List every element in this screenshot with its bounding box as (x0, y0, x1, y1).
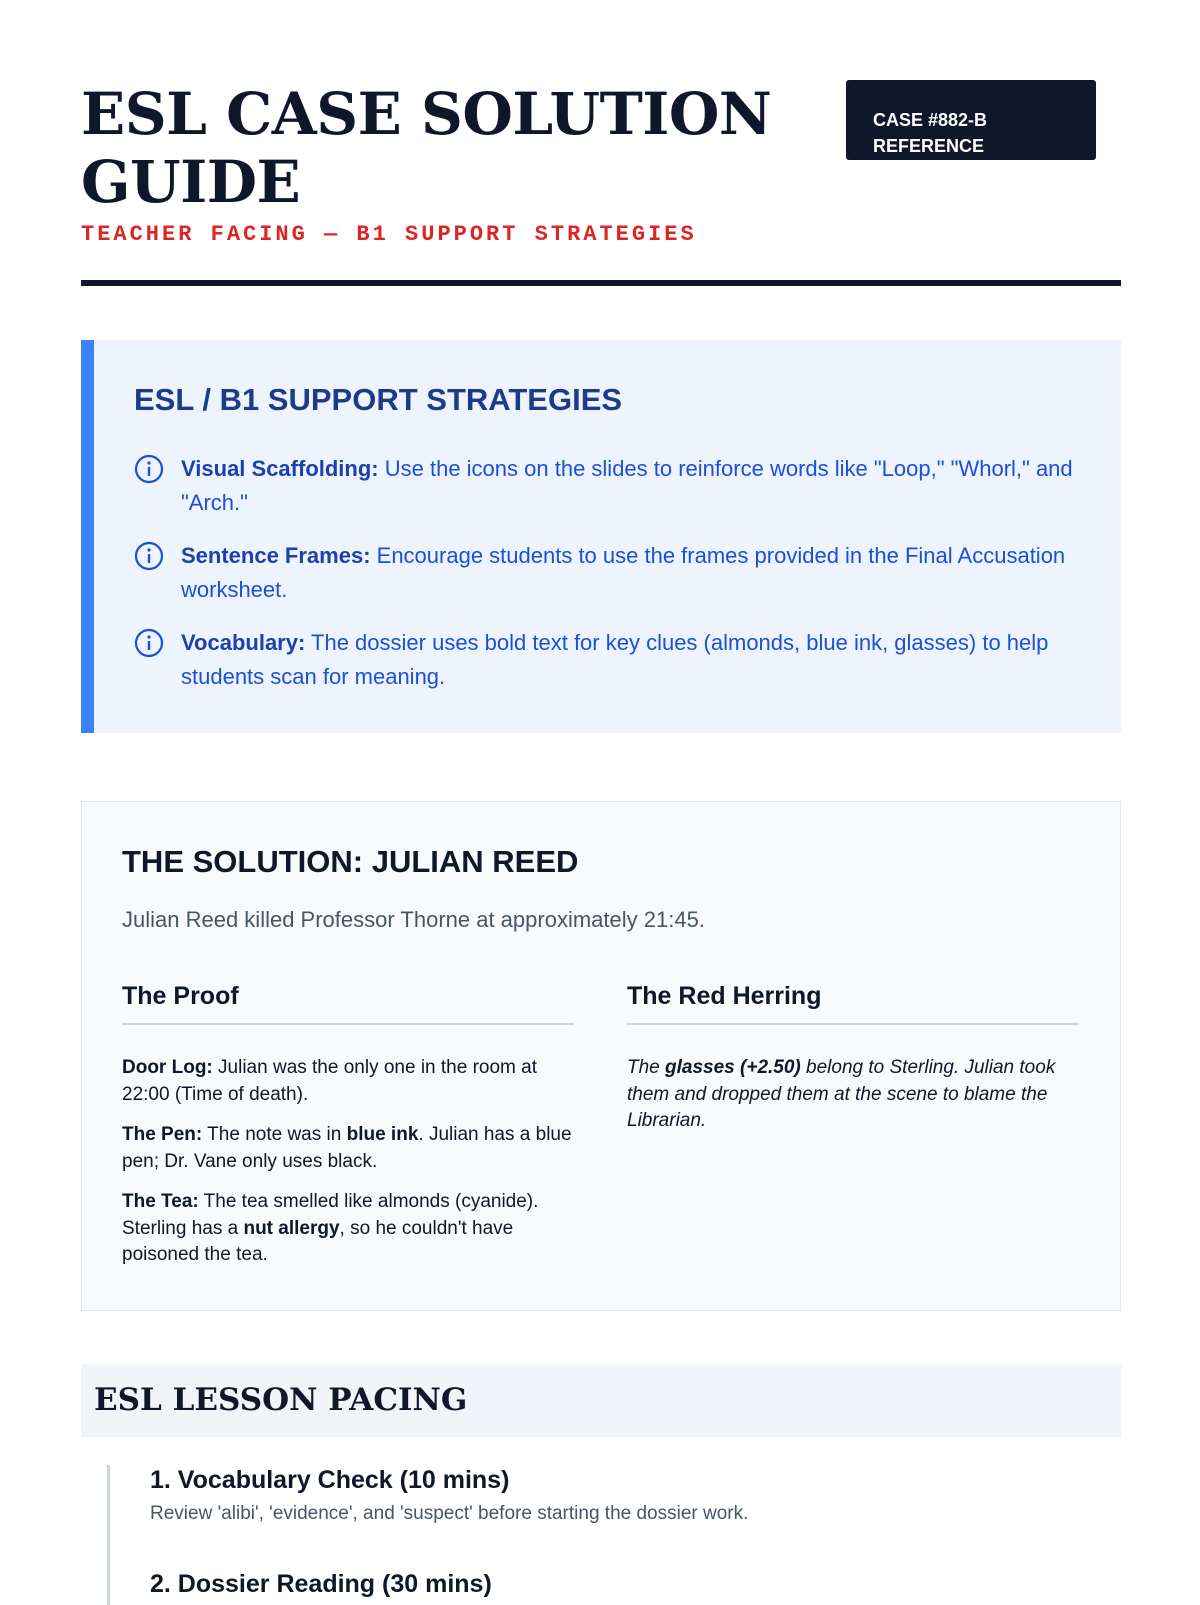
strategy-label: Vocabulary: (181, 630, 306, 655)
pacing-step-title: 2. Dossier Reading (30 mins) (150, 1570, 492, 1598)
case-reference-label: REFERENCE (873, 136, 985, 156)
solution-heading: THE SOLUTION: JULIAN REED (122, 844, 579, 879)
solution-card (81, 801, 1121, 1311)
strategy-item (134, 626, 1074, 694)
strategy-label: Sentence Frames: (181, 543, 371, 568)
proof-text: The tea smelled like almonds (cyanide). Sterling has a (122, 1191, 539, 1239)
red-herring-column (627, 982, 1079, 1131)
proof-text: Julian was the only one in the room at 22:00 (Time of death). (122, 1057, 538, 1105)
proof-text: . Julian has a blue pen; Dr. Vane only uses black. (122, 1124, 572, 1172)
herring-text: belong to Sterling. Julian took them and dropped them at the scene to blame the Librarian. (627, 1057, 1056, 1131)
case-number: CASE #882-B (873, 110, 988, 130)
red-herring-heading: The Red Herring (627, 982, 1079, 1025)
strategy-text (181, 539, 1074, 607)
lesson-pacing-heading: ESL LESSON PACING (94, 1382, 468, 1418)
proof-text: The note was in (202, 1124, 347, 1145)
support-strategies-panel (81, 340, 1121, 733)
proof-key-clue: nut allergy (243, 1217, 340, 1239)
page-subtitle: TEACHER FACING — B1 SUPPORT STRATEGIES (81, 222, 697, 247)
page-title: ESL CASE SOLUTION GUIDE (81, 80, 772, 216)
pacing-step-description: Review 'alibi', 'evidence', and 'suspect' before starting the dossier work. (150, 1503, 749, 1524)
proof-label: The Pen: (122, 1124, 203, 1145)
proof-tea (122, 1189, 574, 1269)
herring-key-clue: glasses (+2.50) (665, 1057, 801, 1078)
proof-door-log (122, 1055, 574, 1108)
proof-text: , so he couldn't have poisoned the tea. (122, 1217, 514, 1265)
pacing-step (150, 1570, 492, 1599)
red-herring-text (627, 1055, 1079, 1135)
proof-key-clue: blue ink (346, 1124, 419, 1145)
info-icon (134, 541, 164, 571)
strategy-item (134, 539, 1074, 607)
proof-label: Door Log: (122, 1057, 213, 1078)
lesson-pacing-header (81, 1364, 1121, 1437)
pacing-step (150, 1466, 748, 1525)
header-divider (81, 280, 1121, 286)
proof-label: The Tea: (122, 1191, 199, 1212)
strategies-heading: ESL / B1 SUPPORT STRATEGIES (134, 382, 623, 417)
info-icon (134, 628, 164, 658)
strategy-label: Visual Scaffolding: (181, 456, 379, 481)
herring-text: The (627, 1057, 666, 1078)
pacing-step-title: 1. Vocabulary Check (10 mins) (150, 1466, 510, 1494)
strategy-description: Encourage students to use the frames provided in the Final Accusation worksheet. (181, 543, 1066, 602)
strategy-item (134, 452, 1074, 520)
proof-column (122, 982, 574, 1265)
case-reference-badge (846, 80, 1096, 160)
proof-pen (122, 1122, 574, 1175)
solution-summary: Julian Reed killed Professor Thorne at approximately 21:45. (122, 907, 705, 932)
proof-heading: The Proof (122, 982, 574, 1025)
strategy-text (181, 452, 1074, 520)
strategy-description: Use the icons on the slides to reinforce words like "Loop," "Whorl," and "Arch." (181, 456, 1073, 515)
strategy-description: The dossier uses bold text for key clues (almonds, blue ink, glasses) to help students scan for meaning. (181, 630, 1049, 689)
strategy-text (181, 626, 1074, 694)
pacing-timeline-line (107, 1465, 110, 1605)
info-icon (134, 454, 164, 484)
